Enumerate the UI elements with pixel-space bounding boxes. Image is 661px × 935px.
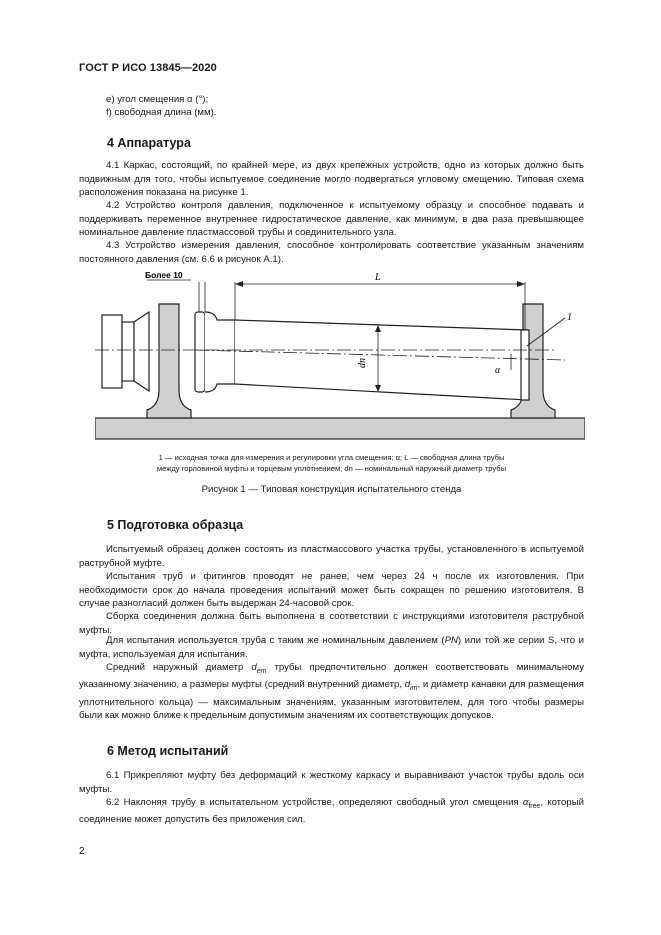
section-4-paragraph-2: 4.2 Устройство контроля давления, подключенное к испытуемому образцу и способное подавать и поддерживать переменное внутреннее гидростатическое давление, как минимум, в два раза превышающее номинальное давление пластмассовой трубы и соединительного узла. — [79, 200, 584, 238]
document-header: ГОСТ Р ИСО 13845—2020 — [79, 62, 217, 74]
test-stand-figure — [95, 270, 585, 445]
alpha-label: α — [495, 365, 501, 376]
end-seal — [521, 330, 529, 400]
clamp-flare — [134, 312, 149, 391]
section-6-paragraph-1: 6.1 Прикрепляют муфту без деформаций к жесткому каркасу и выравнивают участок трубы вдоль оси муфты. — [79, 770, 584, 795]
figure-legend-line-1: 1 — исходная точка для измерения и регулировки угла смещения; α; L — свободная длина трубы — [158, 453, 505, 462]
section-5-paragraph-2: Испытания труб и фитингов проводят не ранее, чем через 24 ч после их изготовления. При необходимости срок до начала проведения испытаний может быть сокращен по решению изготовителя. В случае разногласий должен быть выдержан 24-часовой срок. — [79, 571, 584, 609]
clamp-neck — [122, 322, 134, 381]
base-plate — [95, 418, 585, 439]
section-4-paragraph-3: 4.3 Устройство измерения давления, способное контролировать соответствие указанным значениям постоянного давления (см. 6.6 и рисунок А.1). — [79, 240, 584, 265]
section-6-paragraph-2: 6.2 Наклоняя трубу в испытательном устройстве, определяют свободный угол смещения $\alpha_{free}$, который соединение может допустить без приложения сил. — [79, 797, 584, 826]
figure-legend-line-2: между горловиной муфты и торцевым уплотнением; dn — номинальный наружный диаметр трубы — [156, 464, 507, 473]
section-5-heading: 5 Подготовка образца — [107, 518, 244, 532]
section-4-heading: 4 Аппаратура — [107, 136, 191, 150]
socket-body — [205, 312, 235, 392]
list-item-e: е) угол смещения α (°); — [106, 94, 209, 105]
dn-label: dn — [357, 358, 368, 368]
list-item-f: f) свободная длина (мм). — [106, 107, 217, 118]
socket-rim — [195, 312, 205, 392]
clamp-cap — [102, 315, 122, 388]
left-support — [147, 304, 191, 418]
section-5-paragraph-5: Средний наружный диаметр $d_{em}$ трубы предпочтительно должен соответствовать минимальному указанному значению, а размеры муфты (средний внутренний диаметр, $d_{im}$, и диаметр канавки для размещения уплотнительного кольца) — максимальным значениям, указанным изготовителем, для того чтобы размеры были как можно ближе к предельным допустимым значениям их соответствующих допусков. — [79, 662, 584, 722]
section-6-heading: 6 Метод испытаний — [107, 744, 229, 758]
figure-caption: Рисунок 1 — Типовая конструкция испытательного стенда — [201, 484, 462, 495]
section-5-paragraph-3: Сборка соединения должна быть выполнена в соответствии с инструкциями изготовителя раструбной муфты. — [79, 611, 584, 636]
callout-1-label: 1 — [567, 312, 572, 323]
l-label: L — [375, 272, 381, 283]
section-5-paragraph-4: Для испытания используется труба с таким же номинальным давлением (PN) или той же серии S, что и муфта, используемая для испытания. — [79, 635, 584, 660]
section-5-paragraph-1: Испытуемый образец должен состоять из пластмассового участка трубы, установленного в испытуемой раструбной муфте. — [79, 544, 584, 569]
more10-label: Более 10 — [145, 270, 183, 280]
page-number: 2 — [79, 846, 85, 857]
section-4-paragraph-1: 4.1 Каркас, состоящий, по крайней мере, из двух крепежных устройств, одно из которых должно быть подвижным для того, чтобы испытуемое соединение могло подвергаться угловому смещению. Типовая схема расположения показана на рисунке 1. — [79, 160, 584, 198]
